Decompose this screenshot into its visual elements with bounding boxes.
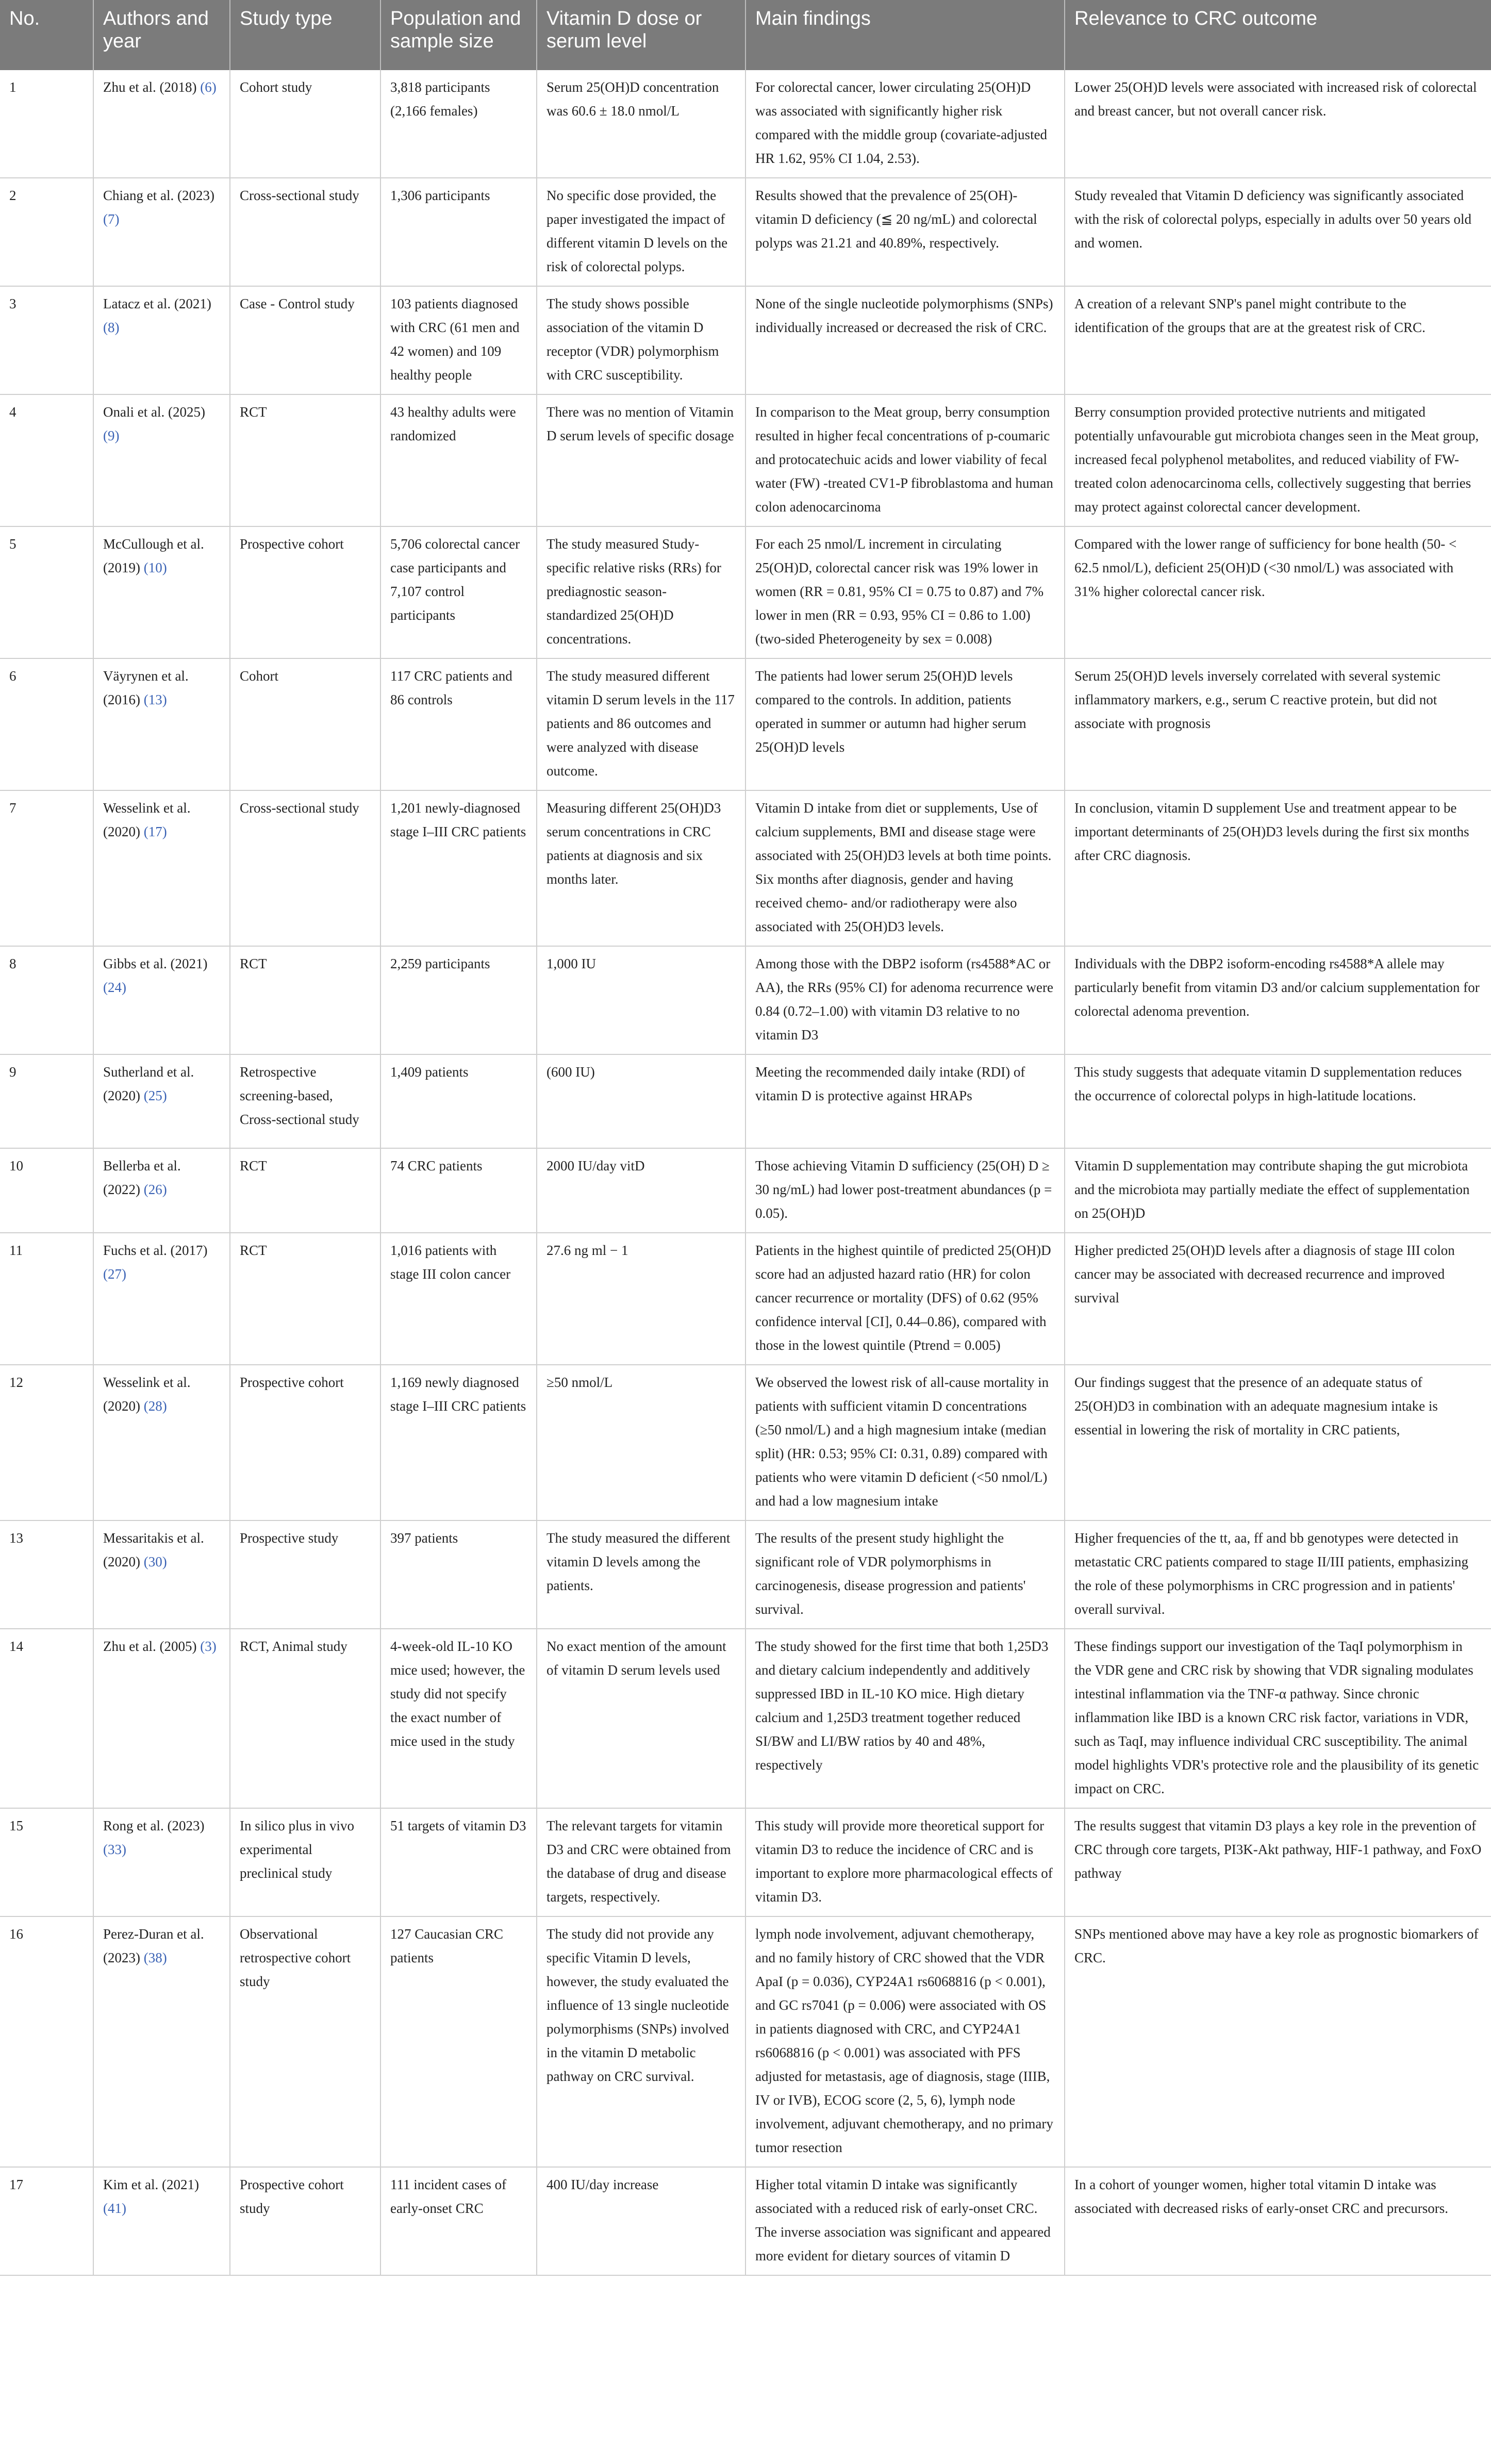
cell-no — [0, 1520, 93, 1629]
cell-author-text: Perez-Duran et al. (2023) — [103, 1926, 204, 1965]
cell-relevance-text: These findings support our investigation of the TaqI polymorphism in the VDR gene and CRC risk by showing that VDR signaling modulates intestinal inflammation via the TNF-α pathway. Since chronic inflammation like IBD is a known CRC risk factor, variations in VDR, such as TaqI, may influence individual CRC susceptibility. The animal model highlights VDR's protective role and the plausibility of its genetic impact on CRC. — [1074, 1639, 1479, 1796]
cell-study-type-text: Cross-sectional study — [240, 188, 359, 203]
cell-no — [0, 1916, 93, 2167]
cell-no — [0, 2167, 93, 2275]
cell-population — [380, 1916, 537, 2167]
cell-relevance-text: A creation of a relevant SNP's panel might contribute to the identification of the groups that are at the greatest risk of CRC. — [1074, 296, 1426, 335]
cell-relevance-text: In a cohort of younger women, higher total vitamin D intake was associated with decreased risks of early-onset CRC and precursors. — [1074, 2177, 1449, 2216]
cell-population — [380, 1148, 537, 1233]
cell-dose — [537, 1054, 745, 1148]
cell-dose-text: The study measured different vitamin D serum levels in the 117 patients and 86 outcomes and were analyzed with disease outcome. — [546, 668, 735, 779]
cell-author — [93, 946, 230, 1054]
header-relevance: Relevance to CRC outcome — [1065, 0, 1491, 70]
cell-author — [93, 1233, 230, 1365]
cell-findings — [745, 790, 1065, 946]
cell-relevance-text: This study suggests that adequate vitamin D supplementation reduces the occurrence of colorectal polyps in high-latitude locations. — [1074, 1064, 1462, 1103]
cell-population-text: 127 Caucasian CRC patients — [390, 1926, 503, 1965]
cell-findings-text: Among those with the DBP2 isoform (rs4588*AC or AA), the RRs (95% CI) for adenoma recurrence were 0.84 (0.72–1.00) with vitamin D3 relative to no vitamin D3 — [755, 956, 1054, 1043]
header-vitamin-d: Vitamin D dose or serum level — [537, 0, 745, 70]
cell-no-text: 5 — [9, 536, 16, 552]
cell-population-text: 1,409 patients — [390, 1064, 469, 1080]
cell-population — [380, 1365, 537, 1520]
cell-findings-text: For colorectal cancer, lower circulating 25(OH)D was associated with significantly higher risk compared with the middle group (covariate-adjusted HR 1.62, 95% CI 1.04, 2.53). — [755, 79, 1048, 166]
cell-dose-text: 1,000 IU — [546, 956, 596, 971]
citation-link[interactable]: (28) — [143, 1398, 167, 1414]
cell-findings — [745, 2167, 1065, 2275]
cell-author-text: Onali et al. (2025) — [103, 404, 205, 420]
cell-population-text: 1,016 patients with stage III colon cancer — [390, 1243, 511, 1282]
citation-link[interactable]: (3) — [200, 1639, 217, 1654]
cell-no-text: 7 — [9, 800, 16, 816]
cell-relevance-text: SNPs mentioned above may have a key role as prognostic biomarkers of CRC. — [1074, 1926, 1479, 1965]
citation-link[interactable]: (33) — [103, 1842, 126, 1857]
cell-author-text: Latacz et al. (2021) — [103, 296, 211, 311]
cell-findings-text: This study will provide more theoretical support for vitamin D3 to reduce the incidence of CRC and is important to explore more pharmacological effects of vitamin D3. — [755, 1818, 1053, 1905]
cell-no — [0, 1629, 93, 1808]
citation-link[interactable]: (38) — [143, 1950, 167, 1965]
cell-dose — [537, 1629, 745, 1808]
cell-no-text: 13 — [9, 1530, 23, 1546]
cell-author-text: Bellerba et al. (2022) — [103, 1158, 181, 1197]
cell-relevance — [1065, 70, 1491, 178]
citation-link[interactable]: (27) — [103, 1266, 126, 1282]
cell-population — [380, 394, 537, 526]
cell-study-type — [230, 1808, 380, 1916]
cell-relevance-text: Berry consumption provided protective nutrients and mitigated potentially unfavourable gut microbiota changes seen in the Meat group, increased fecal polyphenol metabolites, and reduced viability of FW-treated colon adenocarcinoma cells, collectively suggesting that berries may protect against colorectal cancer development. — [1074, 404, 1479, 515]
citation-link[interactable]: (25) — [143, 1088, 167, 1103]
cell-relevance-text: Vitamin D supplementation may contribute shaping the gut microbiota and the microbiota may partially mediate the effect of supplementation on 25(OH)D — [1074, 1158, 1470, 1221]
cell-no-text: 12 — [9, 1375, 23, 1390]
cell-no — [0, 658, 93, 790]
cell-population-text: 51 targets of vitamin D3 — [390, 1818, 526, 1833]
cell-no-text: 9 — [9, 1064, 16, 1080]
cell-study-type — [230, 658, 380, 790]
cell-relevance — [1065, 1629, 1491, 1808]
cell-no — [0, 1808, 93, 1916]
cell-study-type — [230, 790, 380, 946]
table-row — [0, 946, 1491, 1054]
cell-relevance-text: Compared with the lower range of sufficiency for bone health (50- < 62.5 nmol/L), deficient 25(OH)D (<30 nmol/L) was associated with 31% higher colorectal cancer risk. — [1074, 536, 1457, 599]
cell-study-type-text: In silico plus in vivo experimental preclinical study — [240, 1818, 354, 1881]
cell-findings — [745, 658, 1065, 790]
cell-dose — [537, 790, 745, 946]
citation-link[interactable]: (6) — [200, 79, 217, 95]
cell-no — [0, 286, 93, 394]
cell-study-type-text: RCT — [240, 404, 267, 420]
cell-no-text: 17 — [9, 2177, 23, 2192]
cell-population — [380, 1808, 537, 1916]
cell-no-text: 8 — [9, 956, 16, 971]
cell-dose-text: 27.6 ng ml − 1 — [546, 1243, 628, 1258]
table-row — [0, 286, 1491, 394]
cell-author-text: Zhu et al. (2018) — [103, 79, 201, 95]
cell-dose-text: The study measured the different vitamin D levels among the patients. — [546, 1530, 731, 1593]
cell-findings — [745, 1916, 1065, 2167]
cell-population-text: 397 patients — [390, 1530, 458, 1546]
cell-author-text: Väyrynen et al. (2016) — [103, 668, 189, 707]
cell-no-text: 2 — [9, 188, 16, 203]
cell-no — [0, 394, 93, 526]
table-row — [0, 70, 1491, 178]
cell-population — [380, 70, 537, 178]
cell-relevance — [1065, 946, 1491, 1054]
cell-findings-text: lymph node involvement, adjuvant chemotherapy, and no family history of CRC showed that the VDR ApaI (p = 0.036), CYP24A1 rs6068816 (p < 0.001), and GC rs7041 (p = 0.006) were associated with OS in patients diagnosed with CRC, and CYP24A1 rs6068816 (p < 0.001) was associated with PFS adjusted for metastasis, age of diagnosis, stage (IIIB, IV or IVB), ECOG score (2, 5, 6), lymph node involvement, adjuvant chemotherapy, and no primary tumor resection — [755, 1926, 1053, 2155]
header-row — [0, 0, 1491, 70]
cell-dose — [537, 286, 745, 394]
cell-population — [380, 1054, 537, 1148]
citation-link[interactable]: (13) — [143, 692, 167, 707]
cell-dose-text: Measuring different 25(OH)D3 serum concentrations in CRC patients at diagnosis and six months later. — [546, 800, 721, 887]
cell-findings-text: The results of the present study highlight the significant role of VDR polymorphisms in carcinogenesis, disease progression and patients' survival. — [755, 1530, 1026, 1617]
cell-study-type — [230, 1916, 380, 2167]
cell-dose-text: There was no mention of Vitamin D serum levels of specific dosage — [546, 404, 734, 443]
cell-population-text: 3,818 participants (2,166 females) — [390, 79, 490, 119]
cell-study-type-text: Case - Control study — [240, 296, 355, 311]
cell-findings — [745, 1520, 1065, 1629]
cell-relevance-text: Individuals with the DBP2 isoform-encoding rs4588*A allele may particularly benefit from vitamin D3 and/or calcium supplementation for colorectal adenoma prevention. — [1074, 956, 1480, 1019]
cell-author-text: Kim et al. (2021) — [103, 2177, 199, 2192]
cell-study-type-text: RCT — [240, 956, 267, 971]
table-row — [0, 658, 1491, 790]
cell-study-type — [230, 2167, 380, 2275]
cell-no-text: 14 — [9, 1639, 23, 1654]
cell-dose-text: The study measured Study-specific relative risks (RRs) for prediagnostic season-standardized 25(OH)D concentrations. — [546, 536, 721, 647]
cell-relevance — [1065, 526, 1491, 658]
cell-relevance-text: Higher frequencies of the tt, aa, ff and bb genotypes were detected in metastatic CRC patients compared to stage II/III patients, emphasizing the role of these polymorphisms in CRC progression and in patients' overall survival. — [1074, 1530, 1469, 1617]
cell-relevance-text: Serum 25(OH)D levels inversely correlated with several systemic inflammatory markers, e.g., serum C reactive protein, but did not associate with prognosis — [1074, 668, 1441, 731]
cell-findings — [745, 178, 1065, 286]
cell-dose-text: 400 IU/day increase — [546, 2177, 659, 2192]
cell-dose — [537, 1916, 745, 2167]
cell-author-text: Gibbs et al. (2021) — [103, 956, 208, 971]
header-no: No. — [0, 0, 93, 70]
cell-population — [380, 286, 537, 394]
cell-author — [93, 1629, 230, 1808]
cell-study-type-text: Prospective cohort — [240, 536, 344, 552]
cell-findings-text: Meeting the recommended daily intake (RDI) of vitamin D is protective against HRAPs — [755, 1064, 1025, 1103]
cell-findings — [745, 70, 1065, 178]
header-main-findings: Main findings — [745, 0, 1065, 70]
cell-no-text: 11 — [9, 1243, 23, 1258]
table-row — [0, 178, 1491, 286]
cell-author — [93, 790, 230, 946]
header-population: Population and sample size — [380, 0, 537, 70]
cell-dose — [537, 394, 745, 526]
citation-link[interactable]: (8) — [103, 320, 120, 335]
cell-dose-text: Serum 25(OH)D concentration was 60.6 ± 18.0 nmol/L — [546, 79, 719, 119]
cell-author — [93, 394, 230, 526]
cell-dose — [537, 1808, 745, 1916]
table-row — [0, 1054, 1491, 1148]
cell-findings-text: The patients had lower serum 25(OH)D levels compared to the controls. In addition, patients operated in summer or autumn had higher serum 25(OH)D levels — [755, 668, 1026, 755]
cell-dose — [537, 526, 745, 658]
cell-no-text: 15 — [9, 1818, 23, 1833]
citation-link[interactable]: (17) — [143, 824, 167, 839]
cell-no-text: 6 — [9, 668, 16, 684]
cell-no — [0, 1054, 93, 1148]
table-row — [0, 1233, 1491, 1365]
cell-study-type — [230, 1520, 380, 1629]
cell-no — [0, 1365, 93, 1520]
cell-relevance — [1065, 1365, 1491, 1520]
cell-no — [0, 946, 93, 1054]
cell-findings — [745, 1148, 1065, 1233]
cell-study-type-text: Observational retrospective cohort study — [240, 1926, 351, 1989]
cell-findings-text: Vitamin D intake from diet or supplements, Use of calcium supplements, BMI and disease stage were associated with 25(OH)D3 levels at both time points. Six months after diagnosis, gender and having received chemo- and/or radiotherapy were also associated with 25(OH)D3 levels. — [755, 800, 1052, 934]
cell-population — [380, 1520, 537, 1629]
cell-study-type-text: RCT, Animal study — [240, 1639, 347, 1654]
cell-dose — [537, 1520, 745, 1629]
cell-findings — [745, 1808, 1065, 1916]
citation-link[interactable]: (7) — [103, 211, 120, 227]
cell-relevance-text: The results suggest that vitamin D3 plays a key role in the prevention of CRC through core targets, PI3K-Akt pathway, HIF-1 pathway, and FoxO pathway — [1074, 1818, 1482, 1881]
cell-population-text: 4-week-old IL-10 KO mice used; however, the study did not specify the exact number of mice used in the study — [390, 1639, 525, 1749]
cell-study-type-text: Cross-sectional study — [240, 800, 359, 816]
table-row — [0, 1365, 1491, 1520]
cell-findings-text: Those achieving Vitamin D sufficiency (25(OH) D ≥ 30 ng/mL) had lower post-treatment abundances (p = 0.05). — [755, 1158, 1052, 1221]
cell-author — [93, 286, 230, 394]
cell-dose — [537, 1365, 745, 1520]
cell-author-text: Wesselink et al. (2020) — [103, 800, 191, 839]
citation-link[interactable]: (30) — [143, 1554, 167, 1569]
cell-population — [380, 2167, 537, 2275]
cell-relevance-text: Higher predicted 25(OH)D levels after a diagnosis of stage III colon cancer may be associated with decreased recurrence and improved survival — [1074, 1243, 1455, 1305]
cell-dose-text: ≥50 nmol/L — [546, 1375, 613, 1390]
table-row — [0, 790, 1491, 946]
cell-findings-text: We observed the lowest risk of all-cause mortality in patients with sufficient vitamin D concentrations (≥50 nmol/L) and a high magnesium intake (median split) (HR: 0.53; 95% CI: 0.31, 0.89) compared with patients who were vitamin D deficient (<50 nmol/L) and had a low magnesium intake — [755, 1375, 1049, 1509]
cell-relevance — [1065, 658, 1491, 790]
cell-author — [93, 1365, 230, 1520]
cell-relevance — [1065, 394, 1491, 526]
cell-author-text: Messaritakis et al. (2020) — [103, 1530, 204, 1569]
table-row — [0, 2167, 1491, 2275]
cell-population-text: 1,169 newly diagnosed stage I–III CRC patients — [390, 1375, 526, 1414]
cell-findings-text: For each 25 nmol/L increment in circulating 25(OH)D, colorectal cancer risk was 19% lower in women (RR = 0.81, 95% CI = 0.75 to 0.87) and 7% lower in men (RR = 0.93, 95% CI = 0.86 to 1.00) (two-sided Pheterogeneity by sex = 0.008) — [755, 536, 1044, 647]
cell-findings — [745, 394, 1065, 526]
cell-study-type-text: Prospective study — [240, 1530, 339, 1546]
citation-link[interactable]: (24) — [103, 980, 126, 995]
cell-author — [93, 526, 230, 658]
cell-study-type — [230, 946, 380, 1054]
cell-relevance-text: Lower 25(OH)D levels were associated with increased risk of colorectal and breast cancer, but not overall cancer risk. — [1074, 79, 1477, 119]
cell-study-type — [230, 70, 380, 178]
cell-relevance — [1065, 790, 1491, 946]
cell-author-text: Wesselink et al. (2020) — [103, 1375, 191, 1414]
table-row — [0, 526, 1491, 658]
cell-population-text: 117 CRC patients and 86 controls — [390, 668, 512, 707]
cell-findings-text: Higher total vitamin D intake was significantly associated with a reduced risk of early-onset CRC. The inverse association was significant and appeared more evident for dietary sources of vitamin D — [755, 2177, 1051, 2263]
citation-link[interactable]: (10) — [143, 560, 167, 575]
cell-population-text: 1,201 newly-diagnosed stage I–III CRC patients — [390, 800, 526, 839]
cell-author — [93, 1148, 230, 1233]
cell-dose-text: No specific dose provided, the paper investigated the impact of different vitamin D levels on the risk of colorectal polyps. — [546, 188, 728, 274]
cell-relevance — [1065, 2167, 1491, 2275]
cell-relevance — [1065, 1520, 1491, 1629]
cell-author-text: Chiang et al. (2023) — [103, 188, 214, 203]
cell-dose-text: The study did not provide any specific Vitamin D levels, however, the study evaluated the influence of 13 single nucleotide polymorphisms (SNPs) involved in the vitamin D metabolic pathway on CRC survival. — [546, 1926, 730, 2084]
cell-relevance — [1065, 1916, 1491, 2167]
cell-population — [380, 526, 537, 658]
cell-relevance-text: In conclusion, vitamin D supplement Use and treatment appear to be important determinants of 25(OH)D3 levels during the first six months after CRC diagnosis. — [1074, 800, 1469, 863]
cell-population — [380, 1629, 537, 1808]
cell-findings-text: None of the single nucleotide polymorphisms (SNPs) individually increased or decreased the risk of CRC. — [755, 296, 1053, 335]
cell-study-type — [230, 1365, 380, 1520]
cell-population-text: 103 patients diagnosed with CRC (61 men and 42 women) and 109 healthy people — [390, 296, 520, 383]
cell-no-text: 3 — [9, 296, 16, 311]
cell-author — [93, 1808, 230, 1916]
cell-population — [380, 658, 537, 790]
cell-population-text: 5,706 colorectal cancer case participants and 7,107 control participants — [390, 536, 520, 623]
table-row — [0, 1808, 1491, 1916]
cell-findings-text: Patients in the highest quintile of predicted 25(OH)D score had an adjusted hazard ratio (HR) for colon cancer recurrence or mortality (DFS) of 0.62 (95% confidence interval [CI], 0.44–0.86), compared with those in the lowest quintile (Ptrend = 0.005) — [755, 1243, 1051, 1353]
citation-link[interactable]: (41) — [103, 2201, 126, 2216]
cell-dose-text: (600 IU) — [546, 1064, 595, 1080]
table-row — [0, 1629, 1491, 1808]
table-header — [0, 0, 1491, 70]
cell-dose — [537, 178, 745, 286]
cell-findings — [745, 286, 1065, 394]
cell-study-type-text: Cohort study — [240, 79, 312, 95]
cell-study-type-text: Cohort — [240, 668, 279, 684]
cell-population-text: 74 CRC patients — [390, 1158, 483, 1173]
cell-population — [380, 946, 537, 1054]
cell-study-type-text: Prospective cohort — [240, 1375, 344, 1390]
cell-no — [0, 526, 93, 658]
cell-relevance — [1065, 1233, 1491, 1365]
cell-findings — [745, 1054, 1065, 1148]
cell-findings-text: The study showed for the first time that both 1,25D3 and dietary calcium independently and additively suppressed IBD in IL-10 KO mice. High dietary calcium and 1,25D3 treatment together reduced SI/BW and LI/BW ratios by 40 and 48%, respectively — [755, 1639, 1049, 1773]
cell-population-text: 43 healthy adults were randomized — [390, 404, 516, 443]
cell-study-type-text: RCT — [240, 1158, 267, 1173]
cell-study-type — [230, 526, 380, 658]
cell-population-text: 111 incident cases of early-onset CRC — [390, 2177, 507, 2216]
cell-findings-text: Results showed that the prevalence of 25(OH)-vitamin D deficiency (≦ 20 ng/mL) and colorectal polyps was 21.21 and 40.89%, respectively. — [755, 188, 1037, 251]
citation-link[interactable]: (9) — [103, 428, 120, 443]
cell-study-type-text: Retrospective screening-based, Cross-sectional study — [240, 1064, 359, 1127]
header-authors: Authors and year — [93, 0, 230, 70]
cell-no — [0, 178, 93, 286]
cell-findings — [745, 526, 1065, 658]
cell-population-text: 1,306 participants — [390, 188, 490, 203]
cell-dose — [537, 2167, 745, 2275]
cell-author — [93, 2167, 230, 2275]
cell-no — [0, 1148, 93, 1233]
cell-relevance — [1065, 1148, 1491, 1233]
cell-findings — [745, 1629, 1065, 1808]
cell-relevance-text: Study revealed that Vitamin D deficiency was significantly associated with the risk of colorectal polyps, especially in adults over 50 years old and women. — [1074, 188, 1472, 251]
cell-relevance-text: Our findings suggest that the presence of an adequate status of 25(OH)D3 in combination with an adequate magnesium intake is essential in lowering the risk of mortality in CRC patients, — [1074, 1375, 1438, 1437]
cell-author — [93, 178, 230, 286]
cell-population — [380, 790, 537, 946]
cell-population-text: 2,259 participants — [390, 956, 490, 971]
cell-relevance — [1065, 286, 1491, 394]
cell-population — [380, 178, 537, 286]
cell-relevance — [1065, 178, 1491, 286]
header-study-type: Study type — [230, 0, 380, 70]
cell-dose-text: 2000 IU/day vitD — [546, 1158, 645, 1173]
cell-study-type — [230, 1148, 380, 1233]
table-body — [0, 70, 1491, 2275]
cell-no-text: 1 — [9, 79, 16, 95]
cell-findings — [745, 946, 1065, 1054]
cell-author-text: Rong et al. (2023) — [103, 1818, 205, 1833]
cell-no-text: 4 — [9, 404, 16, 420]
cell-study-type-text: Prospective cohort study — [240, 2177, 344, 2216]
table-row — [0, 1148, 1491, 1233]
cell-findings — [745, 1233, 1065, 1365]
cell-dose — [537, 946, 745, 1054]
cell-author-text: McCullough et al. (2019) — [103, 536, 204, 575]
cell-dose-text: The relevant targets for vitamin D3 and CRC were obtained from the database of drug and disease targets, respectively. — [546, 1818, 731, 1905]
cell-study-type — [230, 1629, 380, 1808]
cell-author — [93, 70, 230, 178]
cell-author — [93, 1054, 230, 1148]
cell-author-text: Zhu et al. (2005) — [103, 1639, 201, 1654]
cell-dose — [537, 658, 745, 790]
cell-author — [93, 1916, 230, 2167]
cell-study-type — [230, 178, 380, 286]
table-row — [0, 1916, 1491, 2167]
cell-dose — [537, 1148, 745, 1233]
table-row — [0, 1520, 1491, 1629]
cell-population — [380, 1233, 537, 1365]
cell-no — [0, 1233, 93, 1365]
cell-author — [93, 658, 230, 790]
citation-link[interactable]: (26) — [143, 1182, 167, 1197]
cell-study-type — [230, 286, 380, 394]
cell-no — [0, 790, 93, 946]
cell-study-type — [230, 1233, 380, 1365]
cell-no — [0, 70, 93, 178]
cell-dose — [537, 70, 745, 178]
cell-dose — [537, 1233, 745, 1365]
cell-author-text: Sutherland et al. (2020) — [103, 1064, 194, 1103]
cell-no-text: 10 — [9, 1158, 23, 1173]
cell-study-type-text: RCT — [240, 1243, 267, 1258]
table-row — [0, 394, 1491, 526]
cell-author-text: Fuchs et al. (2017) — [103, 1243, 208, 1258]
cell-study-type — [230, 394, 380, 526]
cell-no-text: 16 — [9, 1926, 23, 1942]
cell-dose-text: No exact mention of the amount of vitamin D serum levels used — [546, 1639, 726, 1678]
cell-study-type — [230, 1054, 380, 1148]
cell-findings-text: In comparison to the Meat group, berry consumption resulted in higher fecal concentrations of p-coumaric and protocatechuic acids and lower viability of fecal water (FW) -treated CV1-P fibroblastoma and human colon adenocarcinoma — [755, 404, 1053, 515]
cell-findings — [745, 1365, 1065, 1520]
cell-dose-text: The study shows possible association of the vitamin D receptor (VDR) polymorphism with CRC susceptibility. — [546, 296, 719, 383]
cell-author — [93, 1520, 230, 1629]
cell-relevance — [1065, 1808, 1491, 1916]
cell-relevance — [1065, 1054, 1491, 1148]
